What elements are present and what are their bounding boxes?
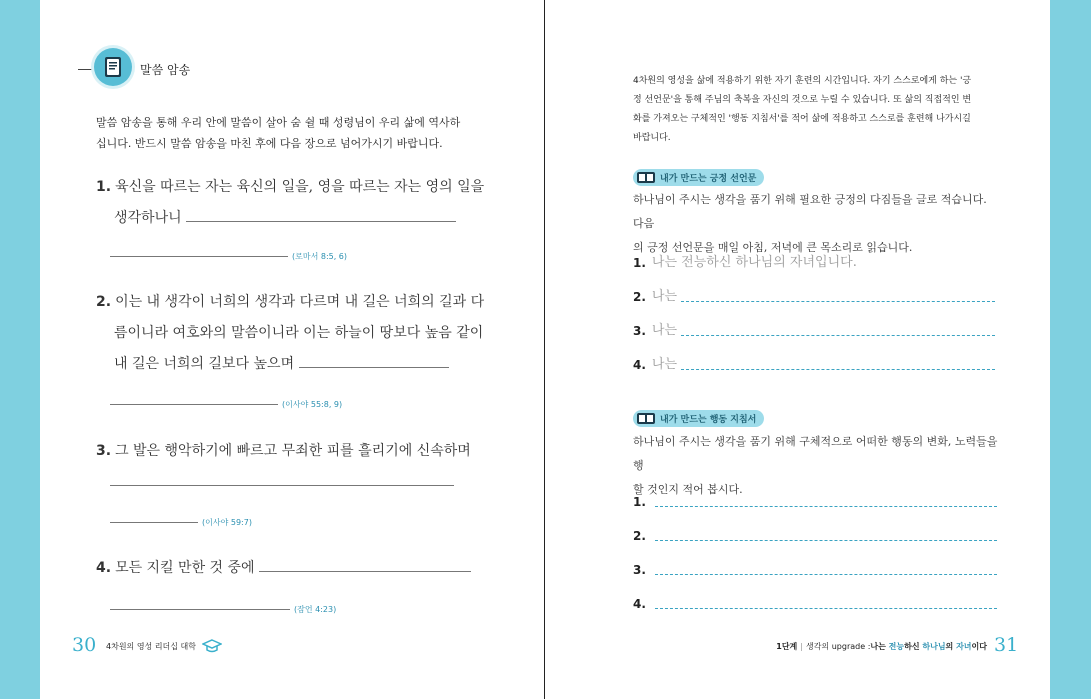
verse-reference: (이사야 59:7) (202, 518, 252, 527)
footer-part: 의 (945, 642, 957, 651)
affirmation-text: 나는 전능하신 하나님의 자녀입니다. (651, 255, 857, 270)
verse-text: 이는 내 생각이 너희의 생각과 다르며 내 길은 너희의 길과 다 (115, 294, 485, 310)
description-line: 하나님이 주시는 생각을 품기 위해 필요한 긍정의 다짐들을 글로 적습니다. 다음 (633, 193, 987, 230)
affirmation-item (633, 353, 995, 372)
verse-text: 그 발은 행악하기에 빠르고 무죄한 피를 흘리기에 신속하며 (115, 443, 471, 459)
step-label: 1단계 (776, 642, 798, 651)
action-section-tag (633, 410, 764, 427)
answer-blank[interactable] (110, 608, 290, 610)
intro-line: 말씀 암송을 통해 우리 안에 말씀이 살아 숨 쉴 때 성령님이 우리 삶에 역사하 (96, 116, 461, 129)
description-line: 할 것인지 적어 봅시다. (633, 483, 743, 496)
verse-reference-row (110, 599, 337, 614)
affirmation-description (633, 188, 998, 260)
verse-text: 름이니라 여호와의 말씀이니라 이는 하늘이 땅보다 높음 같이 (114, 325, 484, 341)
action-description (633, 430, 998, 502)
verse-number: 1. (96, 179, 112, 195)
intro-line: 화를 가져오는 구체적인 '행동 지침서'를 적어 삶에 적용하고 스스로를 훈련해 나가시길 (633, 114, 971, 124)
verse-text: 내 길은 너희의 길보다 높으며 (114, 356, 295, 372)
description-line: 하나님이 주시는 생각을 품기 위해 구체적으로 어떠한 행동의 변화, 노력들을 행 (633, 435, 998, 472)
item-number: 1. (633, 256, 646, 270)
footer-pre: 생각의 upgrade : (806, 642, 871, 651)
description-line: 의 긍정 선언문을 매일 아침, 저녁에 큰 목소리로 읽습니다. (633, 241, 913, 254)
verse-reference-row (110, 394, 343, 409)
footer-part: 이다 (971, 642, 987, 651)
answer-blank[interactable] (655, 505, 997, 507)
action-item (633, 597, 997, 611)
affirmation-text: 나는 (651, 289, 678, 304)
verse-item (96, 172, 485, 234)
section-tag-label: 내가 만드는 긍정 선언문 (660, 174, 757, 184)
graduation-cap-icon (202, 638, 222, 657)
section-tag-label: 내가 만드는 행동 지침서 (660, 415, 757, 425)
item-number: 4. (633, 358, 646, 372)
action-item (633, 495, 997, 509)
affirmation-text: 나는 (651, 357, 678, 372)
action-item (633, 563, 997, 577)
affirmation-item (633, 285, 995, 304)
item-number: 3. (633, 563, 646, 577)
footer-highlight: 자녀 (956, 642, 972, 651)
page-number-left: 30 (72, 634, 97, 656)
item-number: 2. (633, 529, 646, 543)
affirmation-item (633, 251, 857, 270)
verse-number: 4. (96, 560, 112, 576)
page-gutter (544, 0, 545, 699)
verse-reference-row (110, 512, 252, 527)
footer-part: 하신 (904, 642, 923, 651)
verse-text: 육신을 따르는 자는 육신의 일을, 영을 따르는 자는 영의 일을 (115, 179, 485, 195)
section-title: 말씀 암송 (140, 63, 191, 77)
footer-separator: | (800, 642, 803, 651)
intro-line: 바랍니다. (633, 133, 671, 143)
verse-item (96, 553, 456, 584)
memorization-intro (96, 112, 461, 154)
affirmation-item (633, 319, 995, 338)
verse-reference: (잠언 4:23) (294, 605, 337, 614)
training-intro (633, 72, 998, 148)
action-item (633, 529, 997, 543)
verse-reference: (이사야 55:8, 9) (282, 400, 343, 409)
answer-blank[interactable] (655, 573, 997, 575)
book-tag-icon (636, 412, 656, 425)
answer-blank[interactable] (110, 469, 454, 486)
book-tag-icon (636, 171, 656, 184)
answer-blank[interactable] (681, 300, 995, 302)
answer-blank[interactable] (299, 351, 449, 368)
answer-blank[interactable] (186, 205, 456, 222)
answer-blank[interactable] (110, 403, 278, 405)
verse-reference-row (110, 246, 348, 261)
item-number: 4. (633, 597, 646, 611)
right-edge-decoration (1045, 0, 1091, 699)
verse-number: 3. (96, 443, 112, 459)
verse-text: 모든 지킬 만한 것 중에 (115, 560, 255, 576)
item-number: 2. (633, 290, 646, 304)
intro-line: 정 선언문'을 통해 주님의 축복을 자신의 것으로 누릴 수 있습니다. 또 삶의 직접적인 변 (633, 95, 972, 105)
footer-highlight: 전능 (888, 642, 905, 651)
footer-highlight: 하나님 (922, 642, 946, 651)
item-number: 1. (633, 495, 646, 509)
answer-blank[interactable] (655, 607, 997, 609)
answer-blank[interactable] (681, 368, 995, 370)
answer-blank[interactable] (259, 555, 471, 572)
verse-reference: (로마서 8:5, 6) (292, 252, 348, 261)
affirmation-text: 나는 (651, 323, 678, 338)
answer-blank[interactable] (655, 539, 997, 541)
intro-line: 4차원의 영성을 삶에 적용하기 위한 자기 훈련의 시간입니다. 자기 스스로에게 하는 '긍 (633, 76, 972, 86)
footer-part: 나는 (870, 642, 889, 651)
answer-blank[interactable] (110, 255, 288, 257)
verse-item (96, 436, 471, 498)
verse-text: 생각하나니 (114, 210, 182, 226)
footer-caption (776, 641, 987, 652)
answer-blank[interactable] (110, 521, 198, 523)
verse-number: 2. (96, 294, 112, 310)
footer-title: 4차원의 영성 리더십 대학 (106, 642, 196, 651)
affirmation-section-tag (633, 169, 764, 186)
item-number: 3. (633, 324, 646, 338)
intro-line: 십니다. 반드시 말씀 암송을 마친 후에 다음 장으로 넘어가시기 바랍니다. (96, 137, 443, 150)
page-number-right: 31 (994, 634, 1019, 656)
answer-blank[interactable] (681, 334, 995, 336)
verse-item (96, 287, 485, 380)
bible-icon (94, 48, 132, 86)
